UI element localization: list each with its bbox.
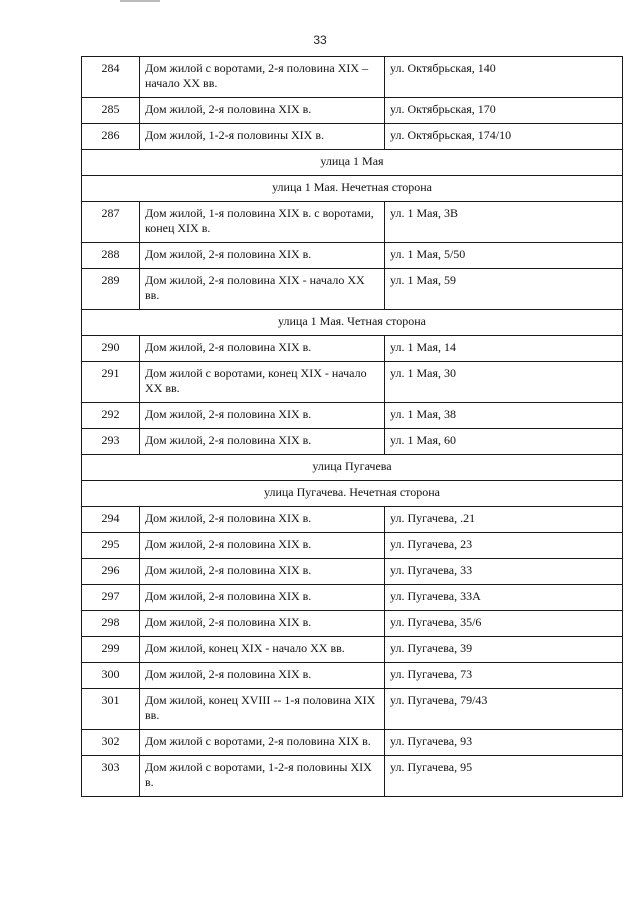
section-header-row [82,150,623,176]
address-cell: ул. 1 Мая, 30 [385,362,623,403]
row-number-cell: 299 [82,637,140,663]
page-number: 33 [313,33,327,47]
address-cell: ул. Октябрьская, 174/10 [385,124,623,150]
section-title: улица 1 Мая [82,150,623,176]
table-row [82,403,623,429]
scan-edge-mark [120,0,160,2]
row-number-cell: 288 [82,243,140,269]
section-header-row [82,310,623,336]
row-number-cell: 292 [82,403,140,429]
object-description-cell: Дом жилой, 2-я половина XIX в. [140,429,385,455]
object-description-cell: Дом жилой, 2-я половина XIX в. [140,98,385,124]
table-row [82,269,623,310]
address-cell: ул. Пугачева, 73 [385,663,623,689]
row-number-cell: 293 [82,429,140,455]
address-cell: ул. Пугачева, 95 [385,756,623,797]
object-description-cell: Дом жилой с воротами, 2-я половина XIX в. [140,730,385,756]
address-cell: ул. Пугачева, 33 [385,559,623,585]
row-number-cell: 300 [82,663,140,689]
row-number-cell: 298 [82,611,140,637]
row-number-cell: 303 [82,756,140,797]
address-cell: ул. 1 Мая, 38 [385,403,623,429]
table-row [82,689,623,730]
row-number-cell: 285 [82,98,140,124]
table-row [82,585,623,611]
table-row [82,57,623,98]
object-description-cell: Дом жилой, конец XVIII -- 1-я половина XIX вв. [140,689,385,730]
section-header-row [82,455,623,481]
address-cell: ул. Пугачева, .21 [385,507,623,533]
object-description-cell: Дом жилой с воротами, 1-2-я половины XIX в. [140,756,385,797]
table-row [82,756,623,797]
object-description-cell: Дом жилой, 2-я половина XIX в. [140,611,385,637]
address-cell: ул. Октябрьская, 170 [385,98,623,124]
table-row [82,533,623,559]
table-row [82,362,623,403]
row-number-cell: 295 [82,533,140,559]
object-description-cell: Дом жилой, конец XIX - начало XX вв. [140,637,385,663]
object-description-cell: Дом жилой, 2-я половина XIX в. [140,243,385,269]
table-row [82,730,623,756]
table-row [82,663,623,689]
table-row [82,336,623,362]
address-cell: ул. Пугачева, 23 [385,533,623,559]
table-row [82,559,623,585]
section-title: улица 1 Мая. Четная сторона [82,310,623,336]
registry-table-body [82,57,623,797]
address-cell: ул. Пугачева, 39 [385,637,623,663]
row-number-cell: 291 [82,362,140,403]
table-row [82,637,623,663]
row-number-cell: 302 [82,730,140,756]
section-header-row [82,481,623,507]
object-description-cell: Дом жилой, 1-2-я половины XIX в. [140,124,385,150]
object-description-cell: Дом жилой, 2-я половина XIX в. [140,507,385,533]
object-description-cell: Дом жилой, 2-я половина XIX в. [140,663,385,689]
address-cell: ул. 1 Мая, 60 [385,429,623,455]
address-cell: ул. 1 Мая, 3В [385,202,623,243]
object-description-cell: Дом жилой, 2-я половина XIX в. [140,585,385,611]
table-row [82,124,623,150]
table-row [82,429,623,455]
table-row [82,507,623,533]
heritage-registry-table [81,56,623,797]
address-cell: ул. Пугачева, 93 [385,730,623,756]
section-header-row [82,176,623,202]
object-description-cell: Дом жилой, 2-я половина XIX в. [140,403,385,429]
row-number-cell: 286 [82,124,140,150]
table-row [82,611,623,637]
address-cell: ул. 1 Мая, 14 [385,336,623,362]
row-number-cell: 296 [82,559,140,585]
row-number-cell: 284 [82,57,140,98]
object-description-cell: Дом жилой, 2-я половина XIX в. [140,559,385,585]
section-title: улица 1 Мая. Нечетная сторона [82,176,623,202]
row-number-cell: 301 [82,689,140,730]
object-description-cell: Дом жилой, 2-я половина XIX в. [140,336,385,362]
object-description-cell: Дом жилой, 1-я половина XIX в. с воротами, конец XIX в. [140,202,385,243]
row-number-cell: 289 [82,269,140,310]
object-description-cell: Дом жилой с воротами, 2-я половина XIX – начало XX вв. [140,57,385,98]
table-row [82,243,623,269]
row-number-cell: 290 [82,336,140,362]
table-row [82,202,623,243]
section-title: улица Пугачева [82,455,623,481]
address-cell: ул. Октябрьская, 140 [385,57,623,98]
section-title: улица Пугачева. Нечетная сторона [82,481,623,507]
address-cell: ул. Пугачева, 33А [385,585,623,611]
object-description-cell: Дом жилой, 2-я половина XIX - начало XX вв. [140,269,385,310]
row-number-cell: 287 [82,202,140,243]
object-description-cell: Дом жилой, 2-я половина XIX в. [140,533,385,559]
table-row [82,98,623,124]
address-cell: ул. 1 Мая, 5/50 [385,243,623,269]
object-description-cell: Дом жилой с воротами, конец XIX - начало XX вв. [140,362,385,403]
row-number-cell: 297 [82,585,140,611]
address-cell: ул. Пугачева, 79/43 [385,689,623,730]
address-cell: ул. 1 Мая, 59 [385,269,623,310]
row-number-cell: 294 [82,507,140,533]
address-cell: ул. Пугачева, 35/6 [385,611,623,637]
